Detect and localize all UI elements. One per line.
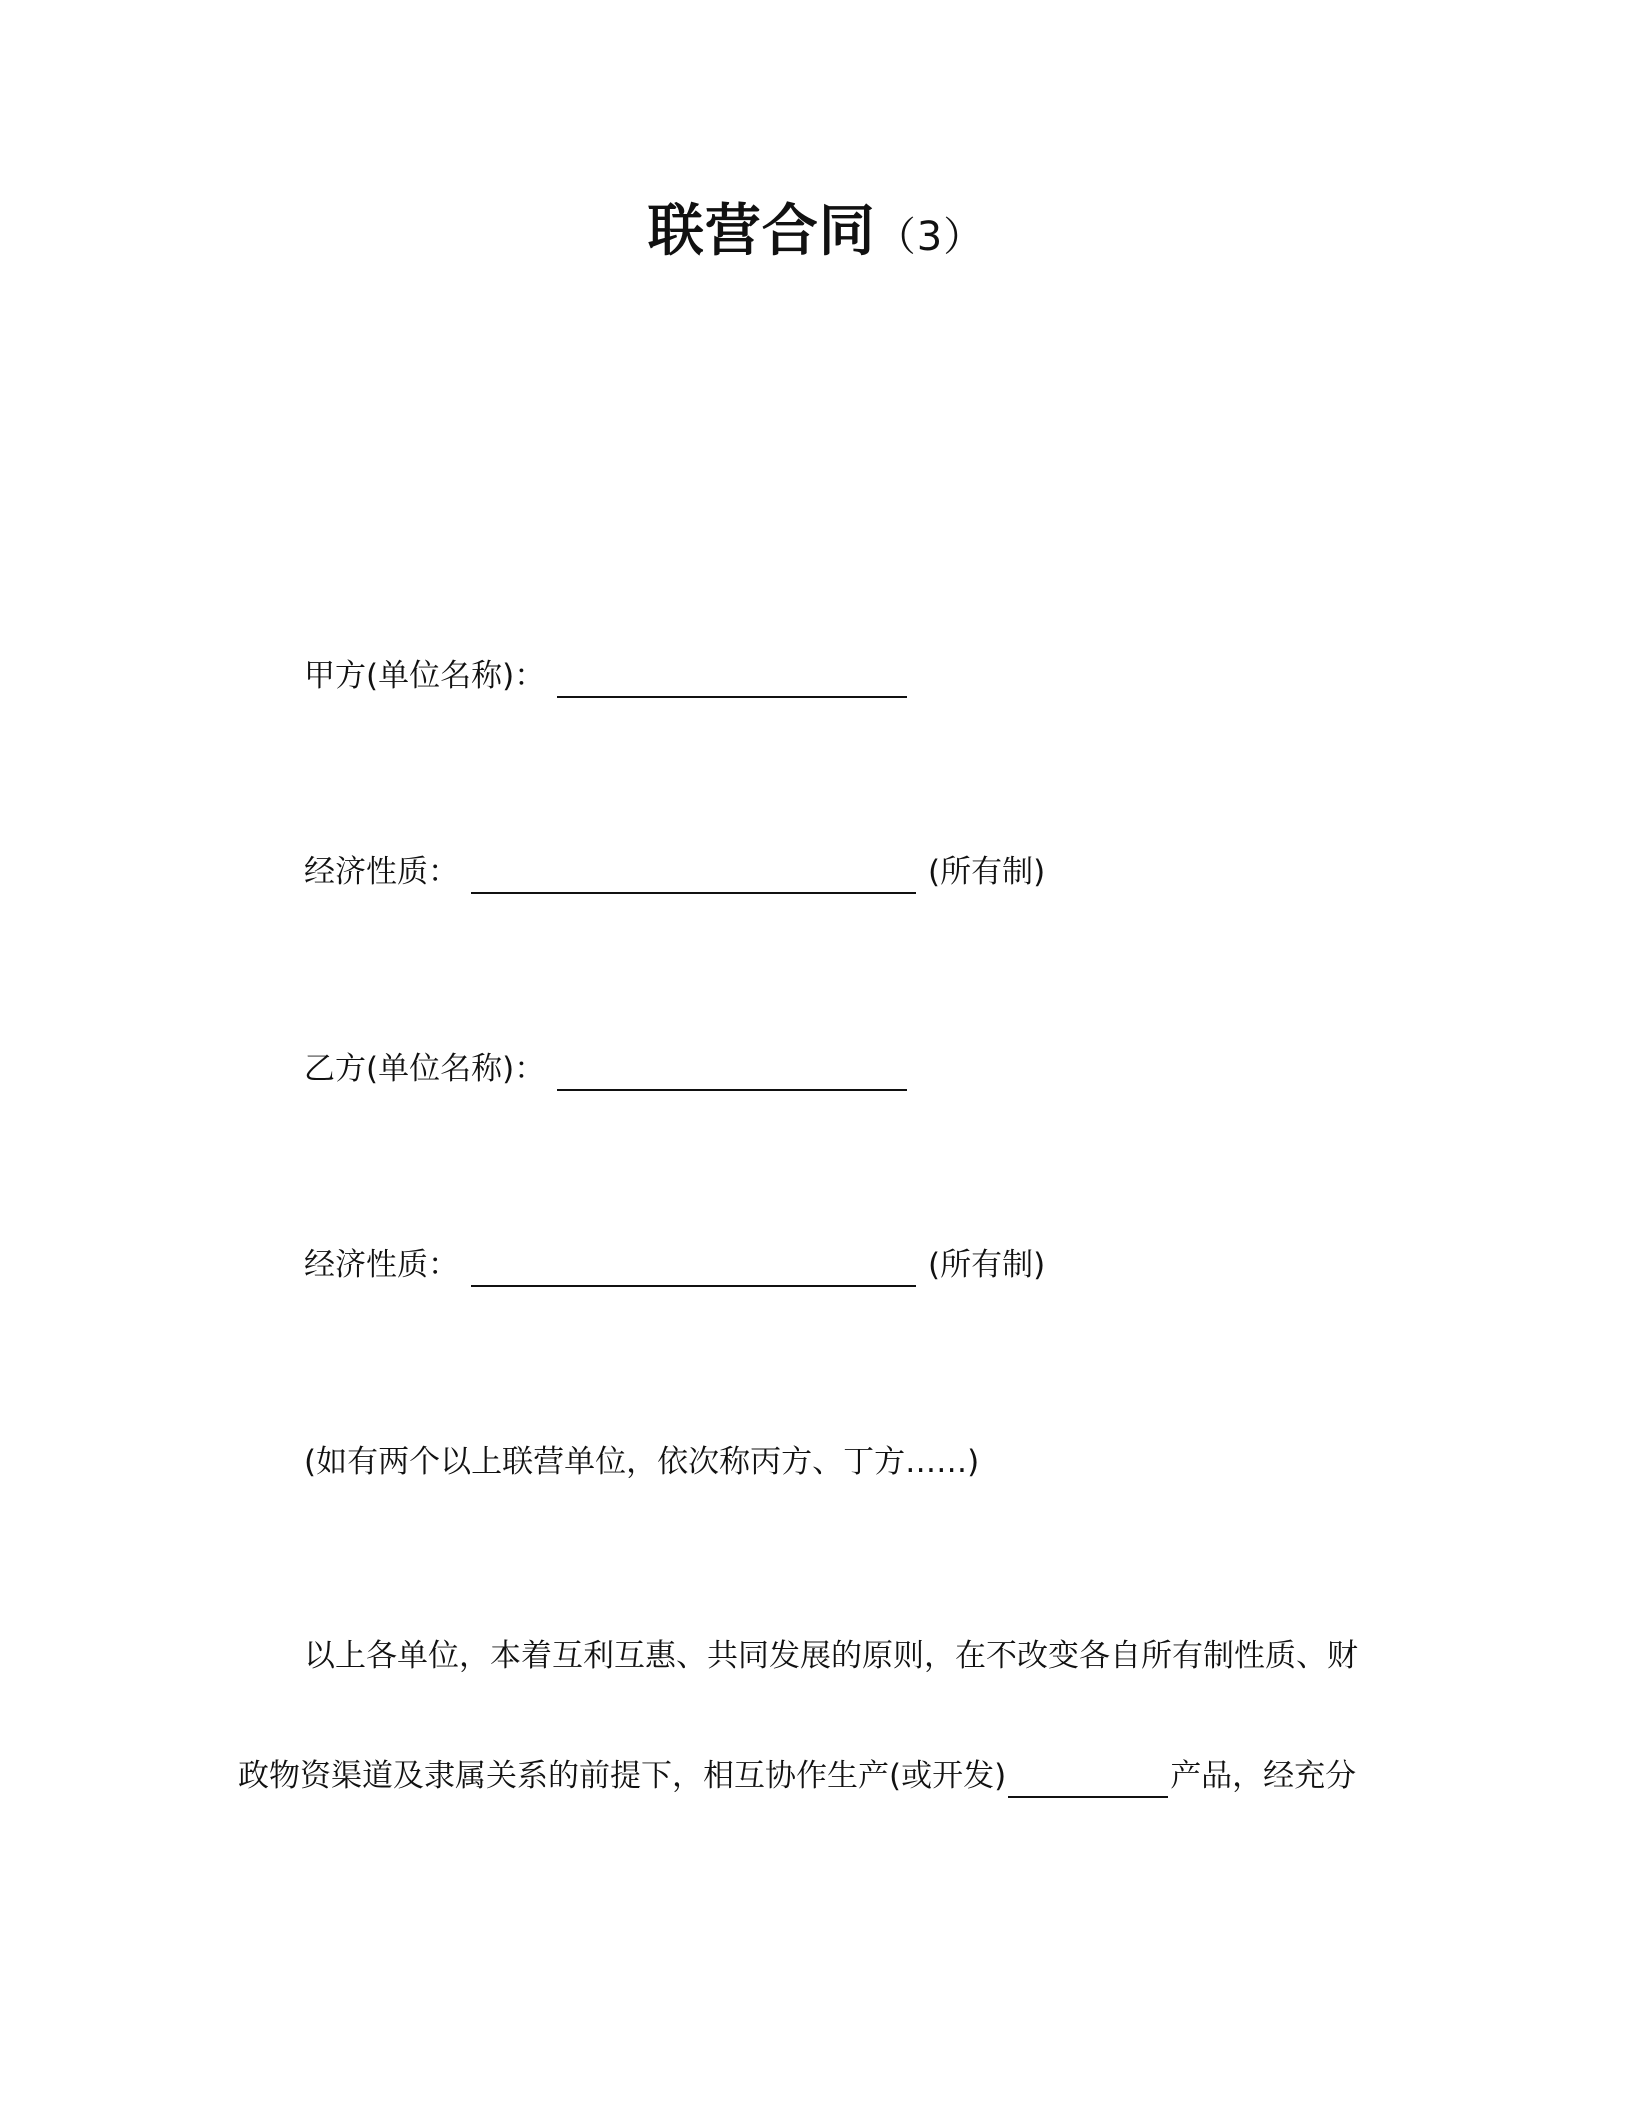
paragraph-1-line-2-after: 产品，经充分 (1170, 1758, 1357, 1794)
party-a-row (304, 654, 919, 698)
note-text: (如有两个以上联营单位，依次称丙方、丁方……) (304, 1444, 980, 1480)
party-b-name-blank[interactable] (557, 1049, 907, 1091)
party-a-nature-blank[interactable] (471, 852, 916, 894)
product-name-blank[interactable] (1008, 1756, 1168, 1798)
paragraph-1-line-1 (304, 1634, 1358, 1678)
page-title (0, 196, 1632, 273)
paragraph-1-line-1-text: 以上各单位，本着互利互惠、共同发展的原则，在不改变各自所有制性质、财 (304, 1638, 1358, 1674)
party-b-label: 乙方(单位名称)： (304, 1051, 546, 1087)
paragraph-1-line-2-before: 政物资渠道及隶属关系的前提下，相互协作生产(或开发) (238, 1758, 1007, 1794)
party-a-nature-label: 经济性质： (304, 854, 459, 890)
additional-parties-note (304, 1440, 979, 1484)
party-b-row (304, 1047, 919, 1091)
party-b-nature-row (304, 1243, 1045, 1287)
party-b-nature-label: 经济性质： (304, 1247, 459, 1283)
paragraph-1-line-2 (238, 1754, 1356, 1798)
party-a-name-blank[interactable] (557, 656, 907, 698)
party-a-nature-row (304, 850, 1045, 894)
party-a-label: 甲方(单位名称)： (304, 658, 546, 694)
party-b-nature-blank[interactable] (471, 1245, 916, 1287)
title-main: 联营合同 (647, 199, 876, 264)
title-suffix: （3） (875, 214, 985, 260)
party-b-nature-suffix: (所有制) (928, 1247, 1046, 1283)
party-a-nature-suffix: (所有制) (928, 854, 1046, 890)
